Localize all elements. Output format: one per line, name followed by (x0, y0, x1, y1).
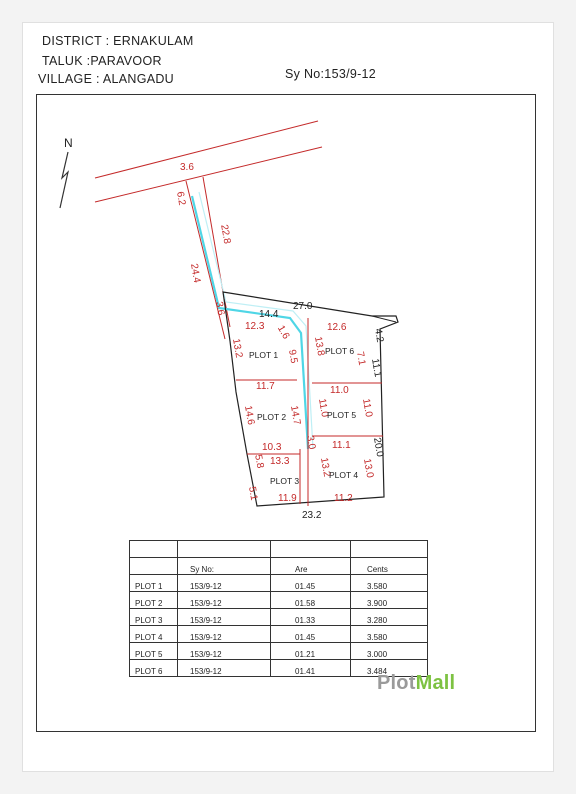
logo-text-plot: Plot (377, 672, 416, 694)
survey-number: Sy No:153/9-12 (285, 67, 377, 81)
table-cell: 01.33 (271, 609, 351, 626)
dim-right-upper: 11.1 (369, 357, 384, 379)
table-cell: 3.484 (351, 660, 428, 677)
table-row (130, 643, 428, 660)
dim-p1-top: 12.3 (245, 321, 265, 332)
table-cell: 3.900 (351, 592, 428, 609)
table-header-cell: Are (271, 558, 351, 575)
boundary-notch (372, 316, 396, 322)
plotmall-logo (377, 672, 455, 695)
dim-top-left-edge: 14.4 (259, 309, 279, 320)
dim-p4-left: 13.2 (318, 456, 333, 478)
table-cell: 153/9-12 (178, 643, 271, 660)
dim-bottom-edge: 23.2 (302, 510, 322, 521)
dim-road-width: 3.6 (180, 162, 194, 173)
table-cell: 01.58 (271, 592, 351, 609)
table-cell: 153/9-12 (178, 660, 271, 677)
dim-p1-right: 9.5 (286, 348, 300, 365)
table-row (130, 575, 428, 592)
dim-p2-right: 14.7 (288, 404, 303, 426)
table-cell: 153/9-12 (178, 609, 271, 626)
table-cell: 153/9-12 (178, 626, 271, 643)
table-cell: 01.21 (271, 643, 351, 660)
table-cell: PLOT 6 (130, 660, 178, 677)
dim-right-lower: 20.0 (371, 436, 386, 458)
dim-p2-left: 14.6 (242, 404, 257, 426)
table-cell: 153/9-12 (178, 592, 271, 609)
table-cell: PLOT 5 (130, 643, 178, 660)
table-cell: 01.41 (271, 660, 351, 677)
dim-right-top: 4.2 (372, 327, 386, 344)
table-cell: PLOT 1 (130, 575, 178, 592)
table-row (130, 609, 428, 626)
table-header-cell: Sy No: (178, 558, 271, 575)
dim-access-right: 22.8 (218, 223, 233, 245)
dim-p1-left: 13.2 (230, 337, 245, 359)
dim-p1-diag: 1.6 (274, 323, 292, 342)
taluk-label: TALUK :PARAVOOR (42, 54, 162, 68)
table-blank-row (130, 541, 428, 558)
dim-p5-bottom: 11.1 (332, 440, 351, 451)
table-cell: 3.580 (351, 575, 428, 592)
dim-p3-top: 13.3 (270, 456, 290, 467)
plot-3-label: PLOT 3 (270, 476, 300, 486)
table-row (130, 592, 428, 609)
dim-p5-left: 11.0 (316, 397, 331, 419)
dim-access-bottom: 3.6 (213, 300, 227, 317)
table-header-cell (130, 558, 178, 575)
plot-6-label: PLOT 6 (325, 346, 355, 356)
dim-p6-top: 12.6 (327, 322, 347, 333)
plot-2-label: PLOT 2 (257, 412, 287, 422)
dim-p2-bottom: 10.3 (262, 442, 282, 453)
table-cell: 3.580 (351, 626, 428, 643)
table-header-cell: Cents (351, 558, 428, 575)
dim-access-left: 24.4 (188, 262, 203, 284)
dim-left-lower-b: 5.1 (246, 485, 260, 502)
plot-area-table (129, 540, 428, 677)
dim-p6-right: 7.1 (354, 350, 368, 367)
table-cell: 3.000 (351, 643, 428, 660)
table-cell: 01.45 (271, 626, 351, 643)
plot-5-label: PLOT 5 (327, 410, 357, 420)
dim-p3-bottom: 11.9 (278, 493, 297, 504)
dim-p3-right: 3.0 (304, 434, 318, 451)
table-cell: PLOT 3 (130, 609, 178, 626)
dim-access-top: 6.2 (174, 190, 188, 207)
village-label: VILLAGE : ALANGADU (38, 72, 175, 86)
dim-p4-right: 13.0 (361, 457, 376, 479)
road-edge-bottom (95, 147, 322, 202)
table-cell: 01.45 (271, 575, 351, 592)
dim-p5-top: 11.0 (330, 385, 349, 396)
plot-1-label: PLOT 1 (249, 350, 279, 360)
table-cell: PLOT 2 (130, 592, 178, 609)
north-label: N (64, 136, 73, 150)
logo-text-mall: Mall (415, 672, 456, 694)
table-row (130, 626, 428, 643)
table-cell: 153/9-12 (178, 575, 271, 592)
table-cell: PLOT 4 (130, 626, 178, 643)
dim-left-lower-a: 5.8 (252, 453, 266, 470)
table-header-row (130, 558, 428, 575)
road-edge-top (95, 121, 318, 178)
dim-top-edge: 27.0 (293, 301, 313, 312)
dim-p5-right: 11.0 (360, 397, 375, 419)
dim-p1-bottom: 11.7 (256, 381, 275, 392)
north-arrow-icon (60, 152, 68, 208)
table-cell: 3.280 (351, 609, 428, 626)
district-label: DISTRICT : ERNAKULAM (42, 34, 194, 48)
dim-p6-left: 13.8 (312, 335, 327, 357)
plot-4-label: PLOT 4 (329, 470, 359, 480)
dim-p4-bottom: 11.2 (334, 493, 353, 504)
